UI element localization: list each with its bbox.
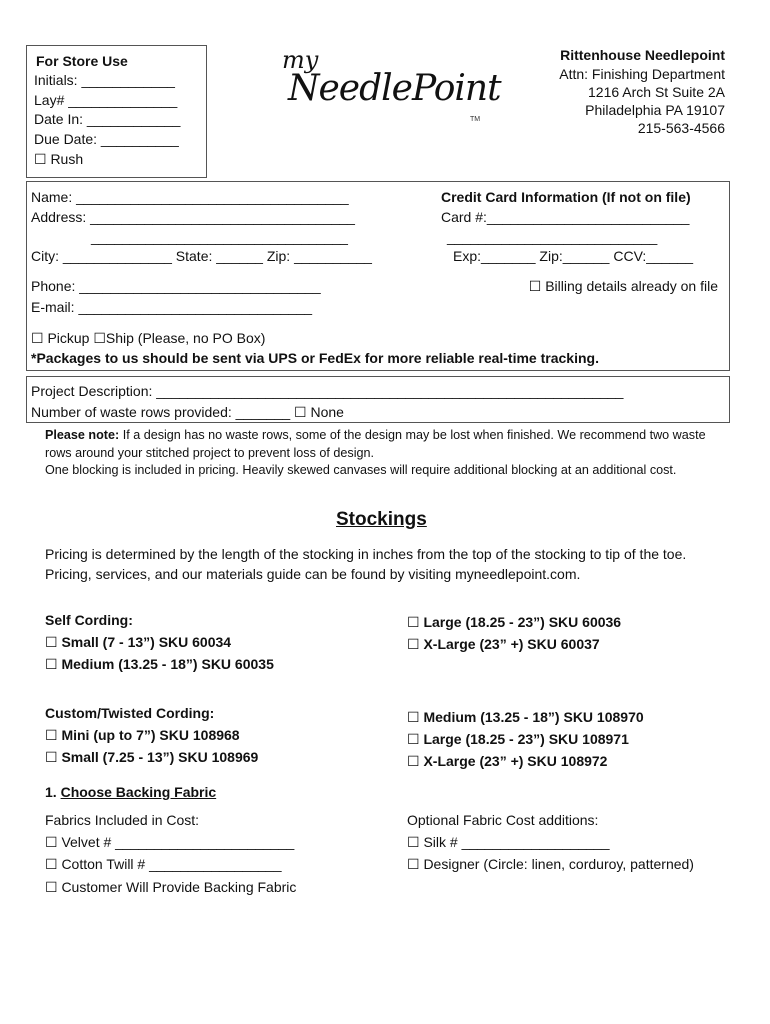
billing-on-file-checkbox[interactable]: ☐ Billing details already on file	[528, 278, 718, 294]
address-line-2[interactable]: _________________________________	[91, 229, 348, 245]
self-cording-title: Self Cording:	[45, 612, 133, 628]
stockings-intro: Pricing is determined by the length of the stocking in inches from the top of the stocking to tip of the toe. Pricing, services, and our materials guide can be found by visiting myneedlepoint.com.	[45, 546, 687, 582]
shop-city: Philadelphia PA 19107	[585, 102, 725, 118]
pickup-ship-options[interactable]: ☐ Pickup ☐Ship (Please, no PO Box)	[31, 330, 266, 346]
logo-needlepoint: NeedlePoint	[288, 68, 501, 109]
credit-card-title: Credit Card Information (If not on file)	[441, 189, 691, 205]
sku-108969-checkbox[interactable]: ☐ Small (7.25 - 13”) SKU 108969	[45, 749, 259, 765]
rush-checkbox[interactable]: ☐ Rush	[34, 151, 84, 167]
please-note-text: If a design has no waste rows, some of the design may be lost when finished. We recommend two waste rows around your stitched project to prevent loss of design.	[45, 428, 706, 460]
card-number-line-2[interactable]: ___________________________	[447, 229, 658, 245]
please-note	[45, 427, 720, 462]
date-in-field[interactable]: Date In: ____________	[34, 111, 181, 127]
sku-60034-checkbox[interactable]: ☐ Small (7 - 13”) SKU 60034	[45, 634, 232, 650]
shop-street: 1216 Arch St Suite 2A	[588, 84, 725, 100]
shop-name: Rittenhouse Needlepoint	[560, 47, 725, 63]
due-date-field[interactable]: Due Date: __________	[34, 131, 179, 147]
sku-60036-checkbox[interactable]: ☐ Large (18.25 - 23”) SKU 60036	[407, 614, 622, 630]
phone-field[interactable]: Phone: _______________________________	[31, 278, 321, 294]
shipping-note: *Packages to us should be sent via UPS or FedEx for more reliable real-time tracking.	[31, 350, 599, 366]
store-use-title: For Store Use	[36, 53, 128, 69]
customer-fabric-checkbox[interactable]: ☐ Customer Will Provide Backing Fabric	[45, 879, 297, 895]
velvet-checkbox[interactable]: ☐ Velvet # _______________________	[45, 834, 295, 850]
optional-fabric-title: Optional Fabric Cost additions:	[407, 812, 599, 828]
logo-my: my	[282, 46, 319, 74]
waste-rows-field[interactable]: Number of waste rows provided: _______ ☐ None	[31, 404, 344, 420]
exp-zip-ccv-field[interactable]: Exp:_______ Zip:______ CCV:______	[453, 248, 693, 264]
city-state-zip-field[interactable]: City: ______________ State: ______ Zip: __________	[31, 248, 372, 264]
sku-108970-checkbox[interactable]: ☐ Medium (13.25 - 18”) SKU 108970	[407, 709, 644, 725]
blocking-note: One blocking is included in pricing. Heavily skewed canvases will require additional blocking at an additional cost.	[45, 463, 677, 477]
myneedlepoint-logo	[282, 46, 501, 130]
backing-fabric-title: Choose Backing Fabric	[60, 784, 217, 800]
cotton-twill-checkbox[interactable]: ☐ Cotton Twill # _________________	[45, 856, 282, 872]
lay-field[interactable]: Lay# ______________	[34, 92, 178, 108]
sku-60035-checkbox[interactable]: ☐ Medium (13.25 - 18”) SKU 60035	[45, 656, 274, 672]
fabrics-included-title: Fabrics Included in Cost:	[45, 812, 200, 828]
please-note-label: Please note:	[45, 428, 120, 442]
sku-108971-checkbox[interactable]: ☐ Large (18.25 - 23”) SKU 108971	[407, 731, 629, 747]
project-description-field[interactable]: Project Description: ____________________________________________________________	[31, 383, 624, 399]
sku-60037-checkbox[interactable]: ☐ X-Large (23” +) SKU 60037	[407, 636, 600, 652]
shop-phone: 215-563-4566	[637, 120, 725, 136]
designer-fabric-checkbox[interactable]: ☐ Designer (Circle: linen, corduroy, patterned)	[407, 856, 694, 872]
initials-field[interactable]: Initials: ____________	[34, 72, 175, 88]
sku-108972-checkbox[interactable]: ☐ X-Large (23” +) SKU 108972	[407, 753, 608, 769]
name-field[interactable]: Name: ___________________________________	[31, 189, 349, 205]
backing-fabric-heading	[45, 784, 216, 800]
shop-attn: Attn: Finishing Department	[559, 66, 725, 82]
silk-checkbox[interactable]: ☐ Silk # ___________________	[407, 834, 610, 850]
email-field[interactable]: E-mail: ______________________________	[31, 299, 313, 315]
address-field[interactable]: Address: __________________________________	[31, 209, 355, 225]
backing-step-number: 1.	[45, 784, 61, 800]
sku-108968-checkbox[interactable]: ☐ Mini (up to 7”) SKU 108968	[45, 727, 240, 743]
card-number-field[interactable]: Card #:__________________________	[441, 209, 690, 225]
custom-cording-title: Custom/Twisted Cording:	[45, 705, 215, 721]
stockings-heading: Stockings	[336, 509, 427, 530]
logo-trademark: TM	[470, 116, 481, 123]
